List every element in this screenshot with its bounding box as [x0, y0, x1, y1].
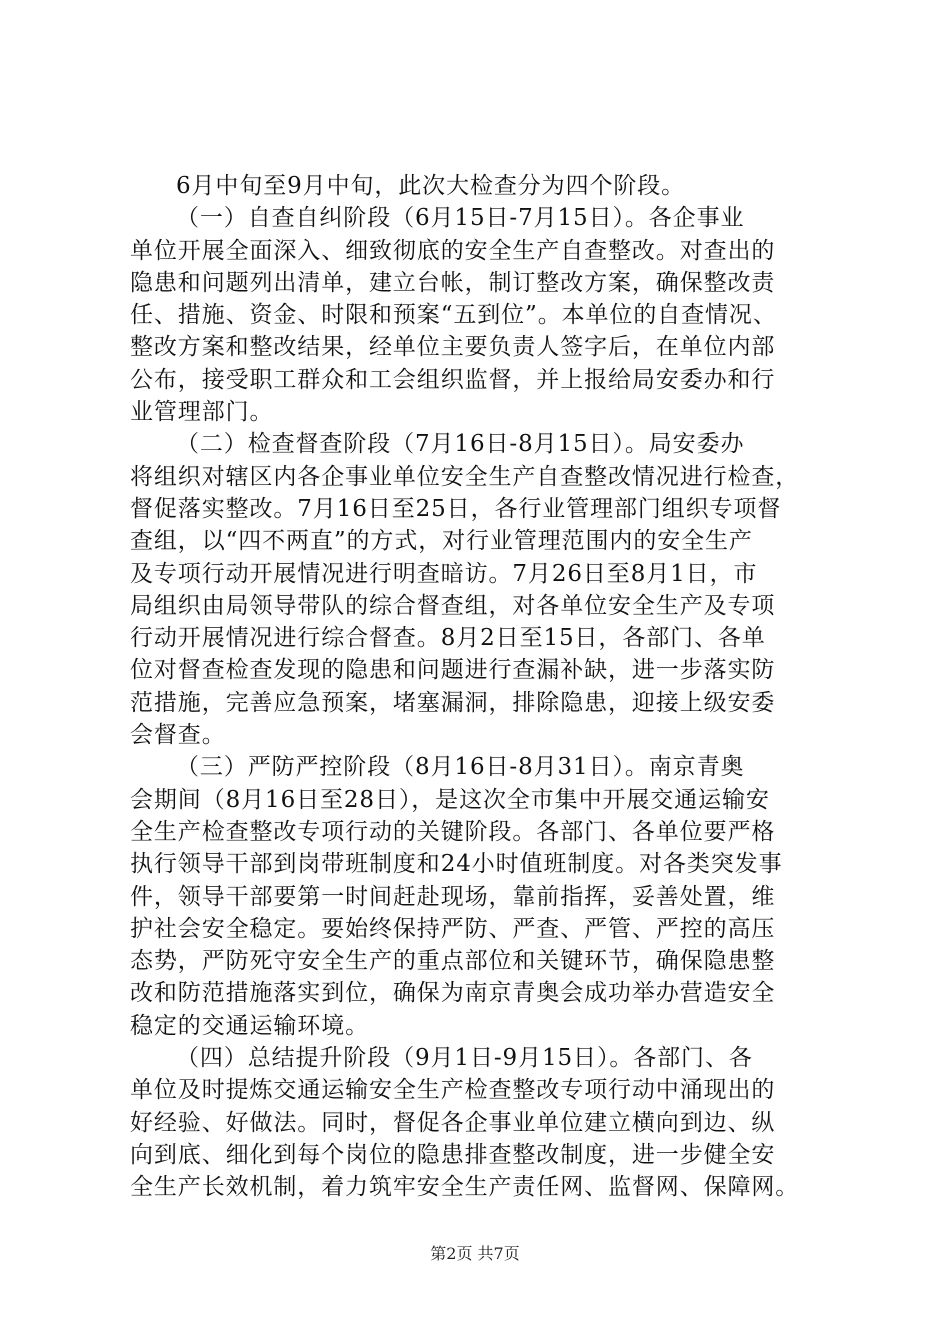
text-line: 将组织对辖区内各企事业单位安全生产自查整改情况进行检查，	[130, 463, 800, 490]
text-line-section-3-heading: （三）严防严控阶段（8月16日-8月31日）。南京青奥	[176, 754, 745, 781]
text-line: 向到底、细化到每个岗位的隐患排查整改制度，进一步健全安	[130, 1141, 776, 1168]
text-line: 全生产检查整改专项行动的关键阶段。各部门、各单位要严格	[130, 818, 776, 845]
text-line: 局组织由局领导带队的综合督查组，对各单位安全生产及专项	[130, 592, 776, 619]
text-line: 位对督查检查发现的隐患和问题进行查漏补缺，进一步落实防	[130, 657, 776, 684]
text-line: 任、措施、资金、时限和预案“五到位”。本单位的自查情况、	[130, 302, 777, 329]
text-line: 态势，严防死守安全生产的重点部位和关键环节，确保隐患整	[130, 948, 776, 975]
text-line: 会督查。	[130, 722, 226, 749]
text-line: 督促落实整改。7月16日至25日，各行业管理部门组织专项督	[130, 495, 782, 522]
text-line: 单位开展全面深入、细致彻底的安全生产自查整改。对查出的	[130, 237, 776, 264]
text-line: 会期间（8月16日至28日），是这次全市集中开展交通运输安	[130, 786, 770, 813]
text-line: 范措施，完善应急预案，堵塞漏洞，排除隐患，迎接上级安委	[130, 689, 776, 716]
text-line: 业管理部门。	[130, 399, 274, 426]
text-line: 行动开展情况进行综合督查。8月2日至15日，各部门、各单	[130, 625, 766, 652]
text-line: 好经验、好做法。同时，督促各企事业单位建立横向到边、纵	[130, 1109, 776, 1136]
text-line: 单位及时提炼交通运输安全生产检查整改专项行动中涌现出的	[130, 1077, 776, 1104]
text-line: 改和防范措施落实到位，确保为南京青奥会成功举办营造安全	[130, 980, 776, 1007]
text-line-section-2-heading: （二）检查督查阶段（7月16日-8月15日）。局安委办	[176, 431, 745, 458]
text-line: 公布，接受职工群众和工会组织监督，并上报给局安委办和行	[130, 366, 776, 393]
document-body	[130, 170, 830, 1204]
text-line: 查组，以“四不两直”的方式，对行业管理范围内的安全生产	[130, 528, 753, 555]
text-line-section-1-heading: （一）自查自纠阶段（6月15日-7月15日）。各企事业	[176, 205, 745, 232]
page-number-footer: 第2页 共7页	[430, 1244, 520, 1263]
text-line: 件，领导干部要第一时间赶赴现场，靠前指挥，妥善处置，维	[130, 883, 776, 910]
text-line: 隐患和问题列出清单，建立台帐，制订整改方案，确保整改责	[130, 269, 776, 296]
text-line: 全生产长效机制，着力筑牢安全生产责任网、监督网、保障网。	[130, 1174, 800, 1201]
text-line-section-4-heading: （四）总结提升阶段（9月1日-9月15日）。各部门、各	[176, 1045, 753, 1072]
text-line-paragraph-intro: 6月中旬至9月中旬，此次大检查分为四个阶段。	[176, 173, 686, 199]
text-line: 及专项行动开展情况进行明查暗访。7月26日至8月1日，市	[130, 560, 758, 587]
text-line: 执行领导干部到岗带班制度和24小时值班制度。对各类突发事	[130, 851, 783, 878]
text-line: 护社会安全稳定。要始终保持严防、严查、严管、严控的高压	[130, 915, 776, 942]
text-line: 稳定的交通运输环境。	[130, 1012, 369, 1039]
text-line: 整改方案和整改结果，经单位主要负责人签字后，在单位内部	[130, 334, 776, 361]
